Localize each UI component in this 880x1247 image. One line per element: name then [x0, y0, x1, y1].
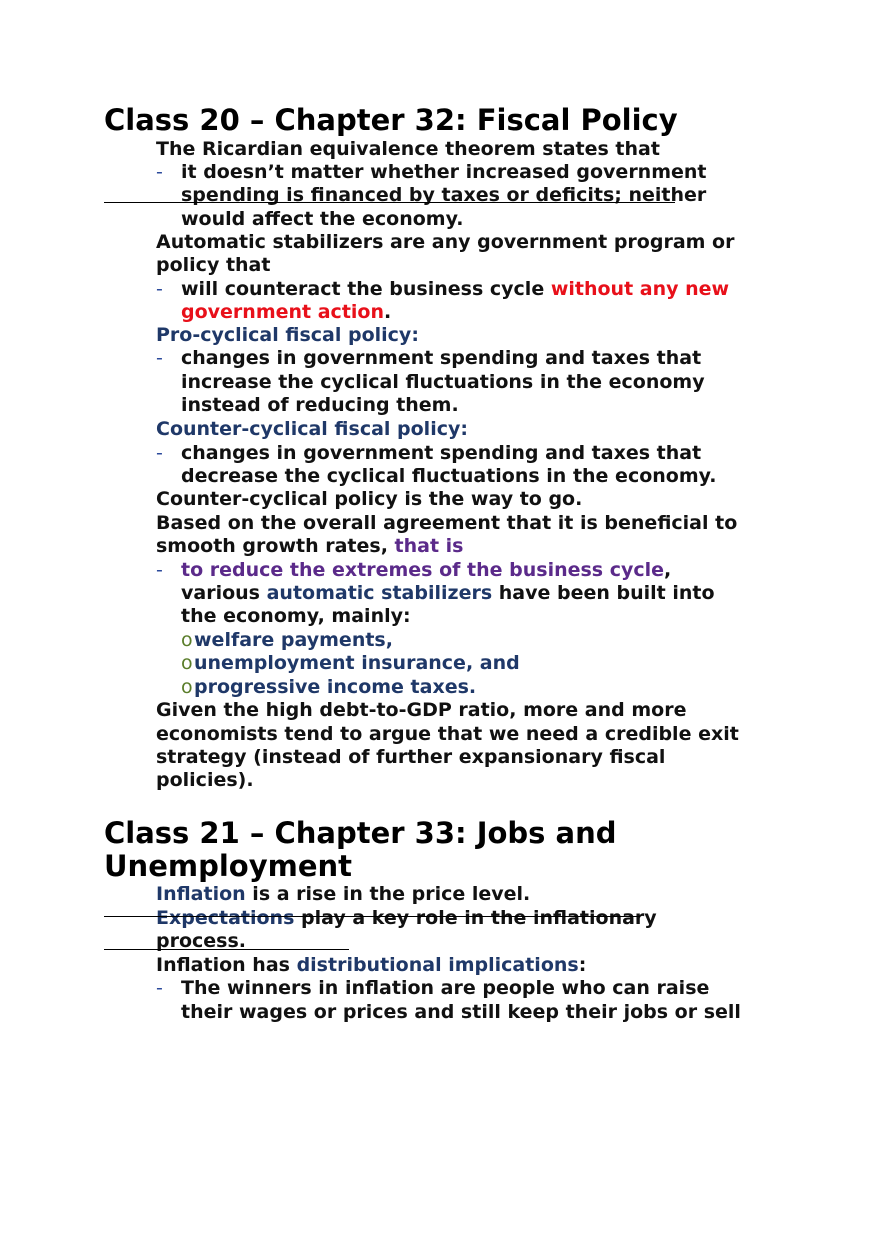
- auto-bullet-line-2: [181, 301, 391, 324]
- expectations-line-1: [156, 907, 657, 930]
- automatic-stabilizers-navy: automatic stabilizers: [266, 582, 493, 604]
- economy-mainly-line: the economy, mainly:: [181, 605, 411, 627]
- dash-bullet: -: [156, 347, 163, 369]
- winners-line-1: The winners in inflation are people who can raise: [181, 977, 710, 999]
- circle-bullet: o: [181, 676, 193, 698]
- pro-cyclical-line-2: increase the cyclical fluctuations in the economy: [181, 371, 705, 393]
- auto-bullet-text: will counteract the business cycle: [181, 278, 551, 300]
- dash-bullet: -: [156, 442, 163, 464]
- pro-cyclical-line-3: instead of reducing them.: [181, 394, 459, 416]
- distributional-implications-term: distributional implications: [296, 954, 579, 976]
- section-heading-class-21-line-1: Class 21 – Chapter 33: Jobs and: [104, 816, 617, 850]
- comma: ,: [664, 559, 672, 581]
- given-line-1: Given the high debt-to-GDP ratio, more and more: [156, 699, 687, 721]
- winners-line-2: their wages or prices and still keep their jobs or sell: [181, 1001, 741, 1023]
- expectations-term: Expectations: [156, 907, 295, 929]
- strike-rule-2: [104, 916, 640, 917]
- sub-item-unemployment: unemployment insurance, and: [194, 652, 520, 674]
- section-heading-class-20: Class 20 – Chapter 32: Fiscal Policy: [104, 103, 678, 137]
- based-line-2: [156, 535, 464, 558]
- counter-way-to-go: Counter-cyclical policy is the way to go.: [156, 488, 583, 510]
- given-line-3: strategy (instead of further expansionary fiscal: [156, 746, 666, 768]
- period: .: [384, 301, 392, 323]
- expectations-text: play a key role in the inflationary: [294, 907, 657, 929]
- ricardian-intro: The Ricardian equivalence theorem states that: [156, 138, 660, 160]
- inflation-definition: [156, 883, 530, 906]
- given-line-4: policies).: [156, 769, 254, 791]
- various-text: various: [181, 582, 267, 604]
- based-line-1: Based on the overall agreement that it is beneficial to: [156, 512, 738, 534]
- inflation-def-text: is a rise in the price level.: [245, 883, 531, 905]
- expectations-line-2: process.: [156, 930, 247, 952]
- based-text: smooth growth rates,: [156, 535, 395, 557]
- distrib-text: Inflation has: [156, 954, 297, 976]
- section-heading-class-21-line-2: Unemployment: [104, 849, 353, 883]
- dash-bullet: -: [156, 977, 163, 999]
- circle-bullet: o: [181, 652, 193, 674]
- strike-rule-3: [104, 949, 349, 950]
- auto-bullet-line-1: [181, 278, 729, 301]
- strike-rule-1: [104, 202, 675, 203]
- colon: :: [578, 954, 587, 976]
- ricardian-line-3: would affect the economy.: [181, 208, 464, 230]
- ricardian-line-1: it doesn’t matter whether increased government: [181, 161, 707, 183]
- pro-cyclical-line-1: changes in government spending and taxes that: [181, 347, 702, 369]
- that-is-purple: that is: [394, 535, 464, 557]
- dash-bullet: -: [156, 278, 163, 300]
- circle-bullet: o: [181, 629, 193, 651]
- distributional-line: [156, 954, 586, 977]
- counter-cyclical-heading: Counter-cyclical fiscal policy:: [156, 418, 468, 440]
- dash-bullet: -: [156, 161, 163, 183]
- auto-stabilizers-line-1: Automatic stabilizers are any government program or: [156, 231, 735, 253]
- dash-bullet: -: [156, 559, 163, 581]
- auto-stabilizers-line-2: policy that: [156, 254, 271, 276]
- sub-item-welfare: welfare payments,: [194, 629, 393, 651]
- reduce-extremes-purple: to reduce the extremes of the business cycle: [181, 559, 665, 581]
- ricardian-line-2: spending is financed by taxes or deficits; neither: [181, 184, 707, 206]
- inflation-term: Inflation: [156, 883, 246, 905]
- pro-cyclical-heading: Pro-cyclical fiscal policy:: [156, 324, 419, 346]
- sub-item-progressive: progressive income taxes.: [194, 676, 477, 698]
- given-line-2: economists tend to argue that we need a credible exit: [156, 723, 739, 745]
- reduce-extremes-line: [181, 559, 671, 582]
- auto-bullet-red-1: without any new: [550, 278, 730, 300]
- various-line: [181, 582, 715, 605]
- counter-cyclical-line-1: changes in government spending and taxes that: [181, 442, 702, 464]
- built-into-text: have been built into: [492, 582, 715, 604]
- auto-bullet-red-2: government action: [181, 301, 384, 323]
- counter-cyclical-line-2: decrease the cyclical fluctuations in the economy.: [181, 465, 717, 487]
